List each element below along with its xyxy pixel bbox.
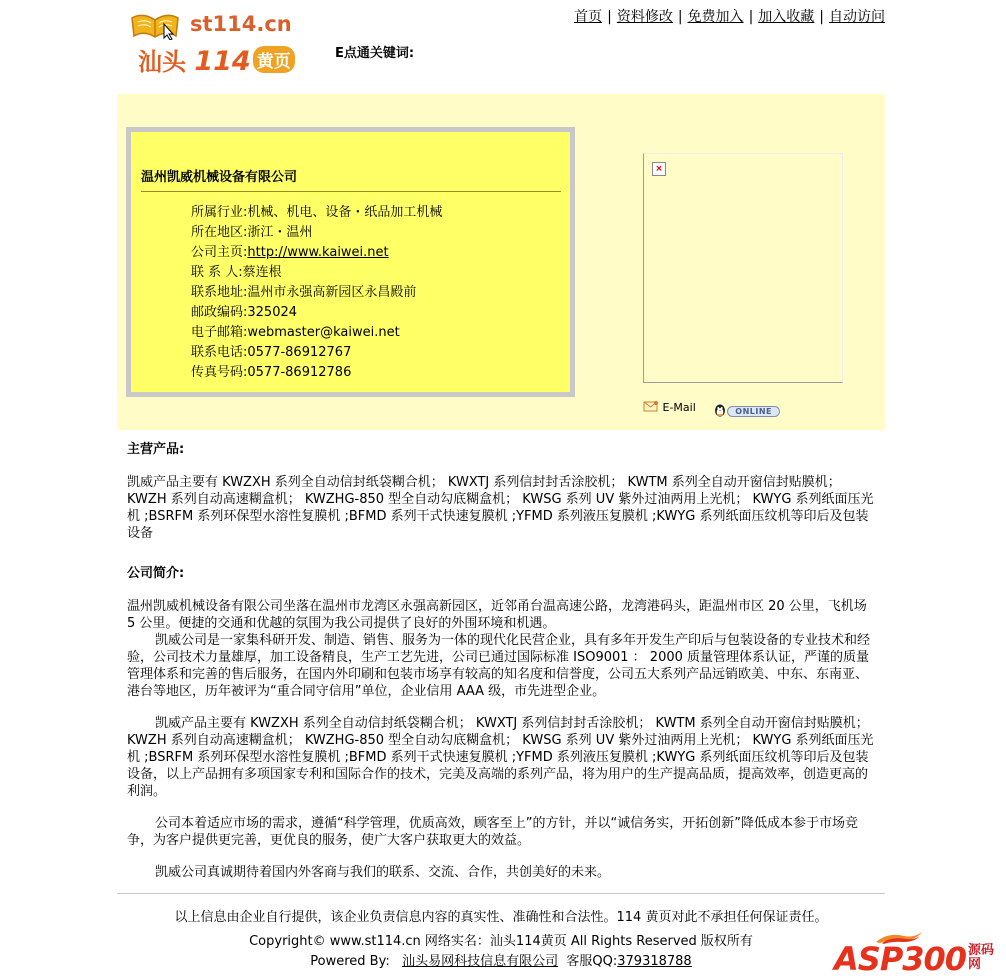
field-industry: [191, 203, 442, 223]
intro-paragraph-5: 凯威公司真诚期待着国内外客商与我们的联系、交流、合作，共创美好的未来。: [155, 865, 611, 880]
field-label: 电子邮箱:: [191, 325, 248, 340]
field-label: 联系地址:: [191, 285, 248, 300]
nav-separator: |: [819, 9, 824, 25]
logo-brand-suffix: 黄页: [253, 46, 295, 73]
watermark-brand: ASP300: [834, 940, 967, 978]
logo-domain: st114.cn: [190, 12, 292, 36]
field-value: 蔡连根: [242, 265, 282, 280]
field-label: 邮政编码:: [191, 305, 248, 320]
qq-number-link[interactable]: 379318788: [617, 954, 692, 969]
intro-paragraph-4: 公司本着适应市场的需求，遵循“科学管理，优质高效，顾客至上”的方针，并以“诚信务实，开拓创新”降低成本参于市场竞争，为客户提供更完善，更优良的服务，使广大客户获取更大的效益。: [127, 816, 858, 848]
field-address: [191, 283, 442, 303]
divider: [141, 191, 561, 192]
nav-separator: |: [748, 9, 754, 25]
field-label: 所属行业:: [191, 205, 248, 220]
products-title: 主营产品:: [127, 442, 185, 457]
field-fax: [191, 363, 442, 383]
field-value: 浙江・温州: [247, 225, 313, 240]
footer-divider: [117, 893, 885, 894]
field-value: 0577-86912767: [247, 345, 352, 360]
intro-title: 公司简介:: [127, 566, 185, 581]
envelope-icon: [643, 400, 659, 413]
nav-separator: |: [607, 9, 612, 25]
top-nav: [574, 6, 885, 26]
email-link[interactable]: E-Mail: [662, 401, 696, 414]
homepage-link[interactable]: http://www.kaiwei.net: [247, 245, 389, 260]
logo-brand-number: 114: [194, 46, 251, 77]
field-region: [191, 223, 442, 243]
nav-auto-visit-link[interactable]: 自动访问: [829, 9, 885, 25]
qq-label: 客服QQ:: [566, 954, 618, 969]
open-book-icon: [130, 10, 180, 40]
powered-by-line: [117, 950, 885, 969]
intro-paragraph-1: 温州凯威机械设备有限公司坐落在温州市龙湾区永强高新园区，近邻甬台温高速公路，龙湾港码头，距温州市区 20 公里，飞机场 5 公里。便捷的交通和优越的氛围为我公司提供了良好的外围环境和机遇。: [127, 599, 867, 631]
intro-paragraph-2: 凯威公司是一家集科研开发、制造、销售、服务为一体的现代化民营企业，具有多年开发生产印后与包装设备的专业技术和经验，公司技术力量雄厚，加工设备精良，生产工艺先进，公司已通过国际标准 ISO9001 ： 2000 质量管理体系认证，严谨的质量管理体系和完善的售后服务，在国内外印刷和包装市场享有较高的知名度和信誉度，公司五大系列产品远销欧美、中东、东南亚、港台等地区，历年被评为“重合同守信用”单位，企业信用 AAA 级，市先进型企业。: [127, 633, 871, 699]
broken-image-icon: ×: [652, 162, 666, 176]
intro-paragraph-3: 凯威产品主要有 KWZXH 系列全自动信封纸袋糊合机； KWXTJ 系列信封封舌涂胶机； KWTM 系列全自动开窗信封贴膜机； KWZH 系列自动高速糊盒机； KWZHG-850 型全自动勾底糊盒机； KWSG 系列 UV 紫外过油两用上光机； KWYG 系列纸面压光机 ;BSRFM 系列环保型水溶性复膜机 ;BFMD 系列干式快速复膜机 ;YFMD 系列液压复膜机 ;KWYG 系列纸面压纹机等印后及包装设备，以上产品拥有多项国家专利和国际合作的技术，完美及高端的系列产品，将为用户的生产提高品质，提高效率，创造更高的利润。: [127, 716, 874, 799]
field-value: 0577-86912786: [247, 365, 352, 380]
field-value: 325024: [247, 305, 298, 320]
keyword-label: E点通关键词:: [335, 46, 415, 61]
field-email: [191, 323, 442, 343]
field-homepage: [191, 243, 442, 263]
nav-separator: |: [677, 9, 683, 25]
copyright: Copyright© www.st114.cn 网络实名：汕头114黄页 All Rights Reserved 版权所有: [249, 934, 753, 949]
field-label: 所在地区:: [191, 225, 248, 240]
watermark-suffix: [968, 944, 994, 972]
company-fields: [191, 203, 442, 383]
field-postcode: [191, 303, 442, 323]
products-text: 凯威产品主要有 KWZXH 系列全自动信封纸袋糊合机； KWXTJ 系列信封封舌涂胶机； KWTM 系列全自动开窗信封贴膜机； KWZH 系列自动高速糊盒机； KWZHG-850 型全自动勾底糊盒机； KWSG 系列 UV 紫外过油两用上光机； KWYG 系列纸面压光机 ;BSRFM 系列环保型水溶性复膜机 ;BFMD 系列干式快速复膜机 ;YFMD 系列液压复膜机 ;KWYG 系列纸面压纹机等印后及包装设备: [127, 475, 874, 541]
qq-online-status[interactable]: [713, 403, 780, 417]
watermark-suffix-line1: 源码: [968, 943, 995, 958]
company-name: 温州凯威机械设备有限公司: [141, 170, 298, 185]
email-action[interactable]: [643, 401, 699, 414]
disclaimer: 以上信息由企业自行提供，该企业负责信息内容的真实性、准确性和合法性。114 黄页对此不承担任何保证责任。: [174, 910, 828, 925]
asp300-watermark: [834, 930, 1006, 979]
logo-brand-prefix: 汕头: [138, 48, 186, 76]
nav-edit-profile-link[interactable]: 资料修改: [616, 9, 673, 25]
field-label: 传真号码:: [191, 365, 248, 380]
company-card: [126, 127, 575, 397]
logo-brand: [138, 42, 295, 77]
field-value: 温州市永强高新园区永昌殿前: [247, 285, 417, 300]
field-contact-person: [191, 263, 442, 283]
nav-free-join-link[interactable]: 免费加入: [687, 9, 744, 25]
field-label: 联 系 人:: [191, 265, 243, 280]
site-logo[interactable]: [128, 6, 313, 77]
watermark-suffix-line2: 网: [968, 957, 982, 972]
powered-by-company-link[interactable]: 汕头易网科技信息有限公司: [402, 954, 559, 969]
contact-actions: [643, 400, 780, 417]
company-image-frame: [643, 153, 843, 383]
field-value: webmaster@kaiwei.net: [247, 325, 400, 340]
nav-add-favorite-link[interactable]: 加入收藏: [758, 9, 815, 25]
field-label: 联系电话:: [191, 345, 248, 360]
company-info-band: [117, 94, 885, 430]
field-phone: [191, 343, 442, 363]
qq-penguin-icon: [713, 403, 727, 417]
field-value: 机械、机电、设备・纸品加工机械: [247, 205, 443, 220]
nav-home-link[interactable]: 首页: [574, 9, 603, 25]
powered-by-label: Powered By:: [310, 954, 390, 969]
field-label: 公司主页:: [191, 245, 248, 260]
online-badge: ONLINE: [727, 406, 780, 417]
